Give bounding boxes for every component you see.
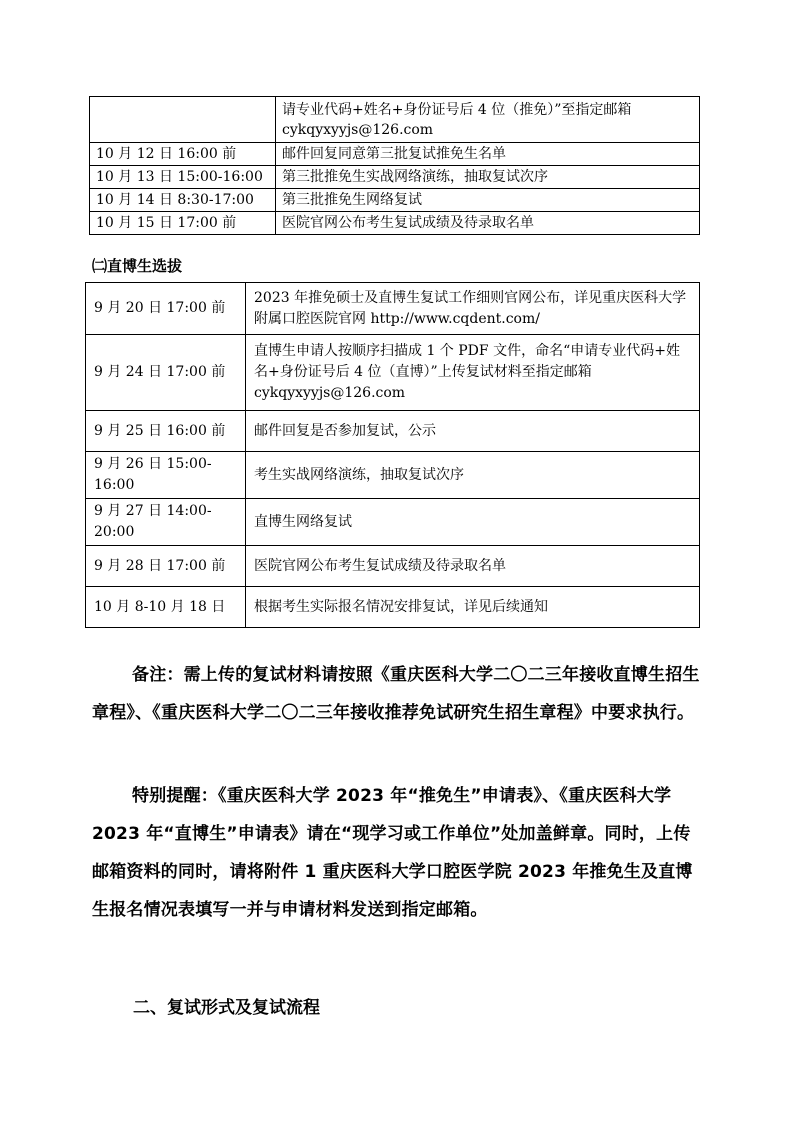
date-cell xyxy=(90,97,276,143)
content-cell: 第三批推免生网络复试 xyxy=(276,189,700,212)
content-cell: 邮件回复是否参加复试，公示 xyxy=(246,411,700,452)
content-cell: 第三批推免生实战网络演练，抽取复试次序 xyxy=(276,166,700,189)
table-row xyxy=(86,499,700,546)
date-cell: 9 月 26 日 15:00-16:00 xyxy=(86,452,246,499)
content-cell: 邮件回复同意第三批复试推免生名单 xyxy=(276,143,700,166)
content-cell: 根据考生实际报名情况安排复试，详见后续通知 xyxy=(246,587,700,628)
table-row xyxy=(86,452,700,499)
table-row xyxy=(90,189,700,212)
date-cell: 9 月 20 日 17:00 前 xyxy=(86,283,246,335)
date-cell: 9 月 28 日 17:00 前 xyxy=(86,546,246,587)
date-cell: 10 月 8-10 月 18 日 xyxy=(86,587,246,628)
date-cell: 9 月 25 日 16:00 前 xyxy=(86,411,246,452)
section-heading: 二、复试形式及复试流程 xyxy=(133,998,320,1018)
table-row xyxy=(86,546,700,587)
table-row xyxy=(90,212,700,235)
schedule-table-direct-phd xyxy=(85,282,700,628)
content-cell: 考生实战网络演练，抽取复试次序 xyxy=(246,452,700,499)
table-row xyxy=(90,143,700,166)
content-cell: 请专业代码+姓名+身份证号后 4 位（推免）”至指定邮箱 cykqyxyyjs@126.com xyxy=(276,97,700,143)
date-cell: 10 月 15 日 17:00 前 xyxy=(90,212,276,235)
content-cell: 2023 年推免硕士及直博生复试工作细则官网公布，详见重庆医科大学附属口腔医院官网 http://www.cqdent.com/ xyxy=(246,283,700,335)
table-row xyxy=(86,283,700,335)
section-title-direct-phd: ㈡直博生选拔 xyxy=(92,257,183,275)
date-cell: 10 月 12 日 16:00 前 xyxy=(90,143,276,166)
date-cell: 9 月 27 日 14:00-20:00 xyxy=(86,499,246,546)
date-cell: 10 月 14 日 8:30-17:00 xyxy=(90,189,276,212)
content-cell: 直博生网络复试 xyxy=(246,499,700,546)
table-row xyxy=(90,166,700,189)
date-cell: 10 月 13 日 15:00-16:00 xyxy=(90,166,276,189)
table-row xyxy=(86,411,700,452)
date-cell: 9 月 24 日 17:00 前 xyxy=(86,335,246,411)
content-cell: 医院官网公布考生复试成绩及待录取名单 xyxy=(246,546,700,587)
content-cell: 直博生申请人按顺序扫描成 1 个 PDF 文件，命名“申请专业代码+姓名+身份证号后 4 位（直博）”上传复试材料至指定邮箱 cykqyxyyjs@126.com xyxy=(246,335,700,411)
table-row xyxy=(90,97,700,143)
reminder-paragraph: 特别提醒：《重庆医科大学 2023 年“推免生”申请表》、《重庆医科大学 2023 年“直博生”申请表》请在“现学习或工作单位”处加盖鲜章。同时，上传邮箱资料的同时，请将附件 1 重庆医科大学口腔医学院 2023 年推免生及直博生报名情况表填写一并与申请材料发送到指定邮箱。 xyxy=(92,786,693,920)
table-row xyxy=(86,335,700,411)
schedule-table-recommended xyxy=(89,96,700,235)
note-paragraph: 备注：需上传的复试材料请按照《重庆医科大学二〇二三年接收直博生招生章程》、《重庆医科大学二〇二三年接收推荐免试研究生招生章程》中要求执行。 xyxy=(92,665,700,723)
table-row xyxy=(86,587,700,628)
content-cell: 医院官网公布考生复试成绩及待录取名单 xyxy=(276,212,700,235)
